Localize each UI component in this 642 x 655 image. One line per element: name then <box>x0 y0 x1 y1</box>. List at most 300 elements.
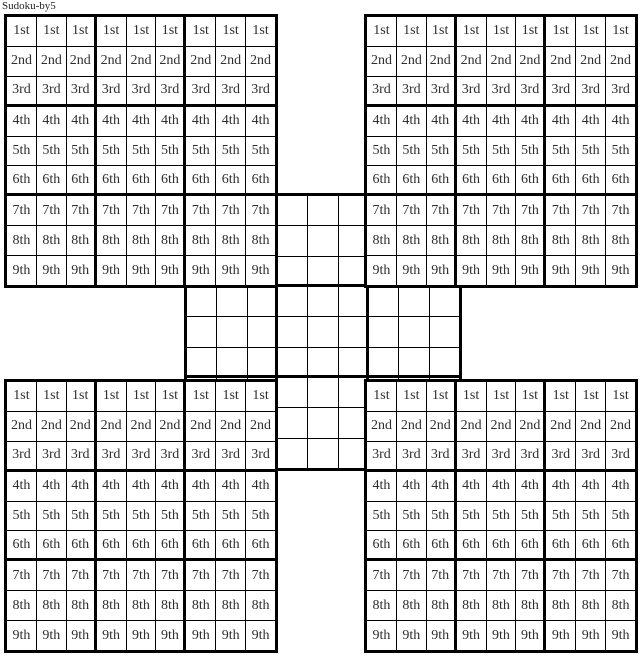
top-left-grid-cell-r9-c2: 9th <box>37 256 66 285</box>
bottom-right-grid-cell-r1-c3: 1st <box>427 382 456 411</box>
page-title: Sudoku-by5 <box>2 0 56 12</box>
top-right-grid-cell-r3-c7: 3rd <box>546 77 575 106</box>
bottom-left-grid-cell-r2-c6: 2nd <box>156 412 185 441</box>
top-right-grid-cell-r9-c3: 9th <box>427 256 456 285</box>
bottom-left-grid-cell-r5-c1: 5th <box>7 502 36 531</box>
top-right-grid-cell-r4-c5: 4th <box>487 107 516 136</box>
top-right-grid-cell-r2-c4: 2nd <box>457 47 486 76</box>
top-left-grid-cell-r6-c2: 6th <box>37 166 66 195</box>
top-left-grid-cell-r1-c3: 1st <box>67 17 96 46</box>
bottom-left-grid-cell-r6-c3: 6th <box>67 531 96 560</box>
top-right-grid-cell-r4-c4: 4th <box>457 107 486 136</box>
top-right-grid-cell-r6-c5: 6th <box>487 166 516 195</box>
bottom-left-grid-cell-r1-c6: 1st <box>156 382 185 411</box>
top-right-grid-cell-r7-c9: 7th <box>606 196 635 225</box>
bottom-left-grid-cell-r4-c1: 4th <box>7 472 36 501</box>
top-right-grid-cell-r8-c1: 8th <box>367 226 396 255</box>
bottom-right-grid-cell-r2-c2: 2nd <box>397 412 426 441</box>
bottom-left-grid-cell-r3-c6: 3rd <box>156 442 185 471</box>
bottom-right-grid-cell-r3-c8: 3rd <box>576 442 605 471</box>
bottom-right-grid-cell-r2-c1: 2nd <box>367 412 396 441</box>
bottom-right-grid-cell-r4-c6: 4th <box>516 472 545 501</box>
top-right-grid-cell-r4-c9: 4th <box>606 107 635 136</box>
bottom-left-grid-cell-r7-c3: 7th <box>67 561 96 590</box>
top-right-grid-cell-r1-c4: 1st <box>457 17 486 46</box>
top-left-grid-cell-r3-c2: 3rd <box>37 77 66 106</box>
bottom-right-grid-cell-r1-c1: 1st <box>367 382 396 411</box>
center-grid-cell-r8-c5 <box>308 408 337 437</box>
top-left-grid-cell-r4-c7: 4th <box>186 107 215 136</box>
bottom-right-grid-cell-r6-c7: 6th <box>546 531 575 560</box>
top-right-grid-cell-r9-c2: 9th <box>397 256 426 285</box>
top-left-grid-cell-r1-c2: 1st <box>37 17 66 46</box>
top-left-grid-cell-r3-c5: 3rd <box>127 77 156 106</box>
bottom-left-grid-cell-r1-c8: 1st <box>216 382 245 411</box>
bottom-right-grid-cell-r7-c2: 7th <box>397 561 426 590</box>
top-left-grid-cell-r2-c6: 2nd <box>156 47 185 76</box>
top-left-grid-cell-r2-c5: 2nd <box>127 47 156 76</box>
top-left-grid-cell-r6-c1: 6th <box>7 166 36 195</box>
bottom-left-grid-cell-r7-c2: 7th <box>37 561 66 590</box>
center-grid-cell-r8-c4 <box>278 408 307 437</box>
top-right-grid-cell-r6-c1: 6th <box>367 166 396 195</box>
top-left-grid-cell-r1-c5: 1st <box>127 17 156 46</box>
bottom-left-grid-cell-r8-c6: 8th <box>156 591 185 620</box>
bottom-right-grid-cell-r3-c9: 3rd <box>606 442 635 471</box>
top-right-grid-cell-r4-c2: 4th <box>397 107 426 136</box>
bottom-left-grid-cell-r4-c4: 4th <box>97 472 126 501</box>
bottom-right-grid-cell-r9-c3: 9th <box>427 621 456 650</box>
center-grid-cell-r1-c4 <box>278 196 307 225</box>
bottom-right-grid-cell-r5-c8: 5th <box>576 502 605 531</box>
bottom-right-grid-cell-r1-c9: 1st <box>606 382 635 411</box>
top-right-grid-cell-r8-c5: 8th <box>487 226 516 255</box>
center-grid-cell-r4-c7 <box>369 287 398 316</box>
top-right-grid-cell-r8-c4: 8th <box>457 226 486 255</box>
bottom-right-grid-cell-r4-c1: 4th <box>367 472 396 501</box>
center-grid-cell-r7-c5 <box>308 378 337 407</box>
center-grid-cell-r6-c4 <box>278 348 307 377</box>
top-left-grid-cell-r5-c2: 5th <box>37 137 66 166</box>
top-left-grid-cell-r5-c7: 5th <box>186 137 215 166</box>
bottom-left-grid <box>4 379 278 653</box>
bottom-left-grid-cell-r2-c4: 2nd <box>97 412 126 441</box>
bottom-right-grid-cell-r5-c3: 5th <box>427 502 456 531</box>
center-grid-cell-r2-c5 <box>308 226 337 255</box>
top-left-grid-cell-r9-c5: 9th <box>127 256 156 285</box>
bottom-right-grid-cell-r2-c6: 2nd <box>516 412 545 441</box>
bottom-right-grid-cell-r2-c8: 2nd <box>576 412 605 441</box>
bottom-right-grid-cell-r8-c1: 8th <box>367 591 396 620</box>
bottom-right-grid-cell-r5-c1: 5th <box>367 502 396 531</box>
top-left-grid-cell-r1-c8: 1st <box>216 17 245 46</box>
top-left-grid-cell-r9-c9: 9th <box>246 256 275 285</box>
top-left-grid-cell-r4-c3: 4th <box>67 107 96 136</box>
top-left-grid-cell-r5-c1: 5th <box>7 137 36 166</box>
bottom-left-grid-cell-r2-c8: 2nd <box>216 412 245 441</box>
bottom-left-grid-cell-r3-c3: 3rd <box>67 442 96 471</box>
top-right-grid-cell-r3-c2: 3rd <box>397 77 426 106</box>
bottom-left-grid-cell-r5-c8: 5th <box>216 502 245 531</box>
center-grid-cell-r5-c7 <box>369 317 398 346</box>
top-right-grid-cell-r9-c8: 9th <box>576 256 605 285</box>
bottom-left-grid-cell-r9-c2: 9th <box>37 621 66 650</box>
center-grid-cell-r3-c5 <box>308 257 337 286</box>
top-right-grid-cell-r5-c6: 5th <box>516 137 545 166</box>
bottom-left-grid-cell-r3-c8: 3rd <box>216 442 245 471</box>
bottom-right-grid-cell-r6-c2: 6th <box>397 531 426 560</box>
bottom-left-grid-cell-r6-c2: 6th <box>37 531 66 560</box>
top-left-grid-cell-r8-c7: 8th <box>186 226 215 255</box>
top-right-grid-cell-r6-c3: 6th <box>427 166 456 195</box>
top-right-grid-cell-r4-c3: 4th <box>427 107 456 136</box>
top-left-grid-cell-r4-c1: 4th <box>7 107 36 136</box>
center-grid-cell-r6-c8 <box>399 348 428 377</box>
top-right-grid-cell-r3-c9: 3rd <box>606 77 635 106</box>
bottom-left-grid-cell-r1-c3: 1st <box>67 382 96 411</box>
top-right-grid-cell-r7-c3: 7th <box>427 196 456 225</box>
top-right-grid-cell-r3-c3: 3rd <box>427 77 456 106</box>
top-right-grid-cell-r5-c5: 5th <box>487 137 516 166</box>
bottom-right-grid-cell-r6-c1: 6th <box>367 531 396 560</box>
center-grid-cell-r4-c2 <box>217 287 246 316</box>
bottom-right-grid-cell-r2-c3: 2nd <box>427 412 456 441</box>
center-grid-cell-r6-c2 <box>217 348 246 377</box>
top-right-grid-cell-r9-c6: 9th <box>516 256 545 285</box>
top-right-grid-cell-r8-c3: 8th <box>427 226 456 255</box>
top-right-grid-cell-r5-c9: 5th <box>606 137 635 166</box>
center-grid-cell-r4-c3 <box>248 287 277 316</box>
bottom-right-grid-cell-r6-c3: 6th <box>427 531 456 560</box>
top-right-grid-cell-r1-c1: 1st <box>367 17 396 46</box>
bottom-left-grid-cell-r1-c2: 1st <box>37 382 66 411</box>
top-right-grid-cell-r5-c3: 5th <box>427 137 456 166</box>
top-left-grid-cell-r8-c3: 8th <box>67 226 96 255</box>
top-left-grid-cell-r7-c4: 7th <box>97 196 126 225</box>
top-left-grid-cell-r9-c8: 9th <box>216 256 245 285</box>
bottom-right-grid-cell-r3-c6: 3rd <box>516 442 545 471</box>
bottom-right-grid-cell-r8-c3: 8th <box>427 591 456 620</box>
bottom-right-grid-cell-r3-c2: 3rd <box>397 442 426 471</box>
top-right-grid-cell-r5-c1: 5th <box>367 137 396 166</box>
center-grid-cell-r6-c5 <box>308 348 337 377</box>
top-left-grid-cell-r3-c6: 3rd <box>156 77 185 106</box>
top-left-grid-cell-r1-c1: 1st <box>7 17 36 46</box>
bottom-right-grid-cell-r2-c9: 2nd <box>606 412 635 441</box>
bottom-right-grid-cell-r5-c6: 5th <box>516 502 545 531</box>
top-left-grid-cell-r1-c6: 1st <box>156 17 185 46</box>
top-left-grid-cell-r9-c1: 9th <box>7 256 36 285</box>
top-left-grid-cell-r8-c5: 8th <box>127 226 156 255</box>
top-right-grid-cell-r9-c7: 9th <box>546 256 575 285</box>
bottom-right-grid-cell-r4-c3: 4th <box>427 472 456 501</box>
center-grid-cell-r4-c5 <box>308 287 337 316</box>
top-left-grid-cell-r4-c9: 4th <box>246 107 275 136</box>
bottom-right-grid-cell-r2-c5: 2nd <box>487 412 516 441</box>
bottom-right-grid-cell-r9-c5: 9th <box>487 621 516 650</box>
center-grid-cell-r4-c8 <box>399 287 428 316</box>
bottom-left-grid-cell-r1-c4: 1st <box>97 382 126 411</box>
bottom-left-grid-cell-r2-c7: 2nd <box>186 412 215 441</box>
top-right-grid-cell-r2-c3: 2nd <box>427 47 456 76</box>
bottom-left-grid-cell-r8-c7: 8th <box>186 591 215 620</box>
bottom-left-grid-cell-r3-c7: 3rd <box>186 442 215 471</box>
bottom-right-grid-cell-r7-c3: 7th <box>427 561 456 590</box>
bottom-left-grid-cell-r3-c1: 3rd <box>7 442 36 471</box>
center-grid-cell-r5-c8 <box>399 317 428 346</box>
top-left-grid-cell-r8-c6: 8th <box>156 226 185 255</box>
bottom-left-grid-cell-r9-c1: 9th <box>7 621 36 650</box>
bottom-left-grid-cell-r7-c4: 7th <box>97 561 126 590</box>
top-right-grid-cell-r4-c7: 4th <box>546 107 575 136</box>
top-left-grid-cell-r7-c7: 7th <box>186 196 215 225</box>
bottom-left-grid-cell-r6-c7: 6th <box>186 531 215 560</box>
bottom-left-grid-cell-r8-c5: 8th <box>127 591 156 620</box>
top-left-grid-cell-r6-c8: 6th <box>216 166 245 195</box>
top-left-grid <box>4 14 278 288</box>
bottom-right-grid-cell-r9-c4: 9th <box>457 621 486 650</box>
top-left-grid-cell-r2-c2: 2nd <box>37 47 66 76</box>
bottom-right-grid-cell-r8-c2: 8th <box>397 591 426 620</box>
top-right-grid-cell-r1-c5: 1st <box>487 17 516 46</box>
bottom-left-grid-cell-r7-c5: 7th <box>127 561 156 590</box>
center-grid-cell-r6-c6 <box>339 348 368 377</box>
bottom-right-grid-cell-r6-c4: 6th <box>457 531 486 560</box>
bottom-left-grid-cell-r5-c4: 5th <box>97 502 126 531</box>
bottom-left-grid-cell-r5-c3: 5th <box>67 502 96 531</box>
top-right-grid-cell-r7-c7: 7th <box>546 196 575 225</box>
bottom-left-grid-cell-r8-c8: 8th <box>216 591 245 620</box>
top-right-grid-cell-r2-c7: 2nd <box>546 47 575 76</box>
top-right-grid-cell-r8-c7: 8th <box>546 226 575 255</box>
bottom-right-grid-cell-r3-c1: 3rd <box>367 442 396 471</box>
top-left-grid-cell-r7-c3: 7th <box>67 196 96 225</box>
bottom-left-grid-cell-r6-c4: 6th <box>97 531 126 560</box>
bottom-left-grid-cell-r6-c9: 6th <box>246 531 275 560</box>
top-right-grid-cell-r6-c7: 6th <box>546 166 575 195</box>
center-grid-cell-r7-c4 <box>278 378 307 407</box>
center-grid-cell-r4-c4 <box>278 287 307 316</box>
bottom-right-grid-cell-r5-c4: 5th <box>457 502 486 531</box>
bottom-right-grid-cell-r8-c8: 8th <box>576 591 605 620</box>
bottom-left-grid-cell-r7-c1: 7th <box>7 561 36 590</box>
top-left-grid-cell-r9-c4: 9th <box>97 256 126 285</box>
top-left-grid-cell-r1-c9: 1st <box>246 17 275 46</box>
top-left-grid-cell-r7-c2: 7th <box>37 196 66 225</box>
bottom-right-grid-cell-r5-c5: 5th <box>487 502 516 531</box>
top-right-grid-cell-r2-c2: 2nd <box>397 47 426 76</box>
top-right-grid-cell-r2-c8: 2nd <box>576 47 605 76</box>
top-left-grid-cell-r7-c5: 7th <box>127 196 156 225</box>
top-right-grid-cell-r3-c6: 3rd <box>516 77 545 106</box>
top-left-grid-cell-r2-c4: 2nd <box>97 47 126 76</box>
bottom-left-grid-cell-r6-c1: 6th <box>7 531 36 560</box>
top-left-grid-cell-r5-c6: 5th <box>156 137 185 166</box>
top-left-grid-cell-r2-c7: 2nd <box>186 47 215 76</box>
bottom-left-grid-cell-r9-c4: 9th <box>97 621 126 650</box>
top-left-grid-cell-r6-c4: 6th <box>97 166 126 195</box>
bottom-right-grid-cell-r9-c2: 9th <box>397 621 426 650</box>
center-grid-cell-r6-c3 <box>248 348 277 377</box>
top-left-grid-cell-r5-c9: 5th <box>246 137 275 166</box>
top-left-grid-cell-r6-c6: 6th <box>156 166 185 195</box>
top-right-grid-cell-r4-c6: 4th <box>516 107 545 136</box>
bottom-right-grid-cell-r3-c7: 3rd <box>546 442 575 471</box>
bottom-left-grid-cell-r2-c5: 2nd <box>127 412 156 441</box>
bottom-right-grid-cell-r3-c3: 3rd <box>427 442 456 471</box>
top-left-grid-cell-r8-c8: 8th <box>216 226 245 255</box>
center-grid-cell-r9-c4 <box>278 439 307 468</box>
bottom-right-grid-cell-r9-c7: 9th <box>546 621 575 650</box>
center-grid-cell-r1-c5 <box>308 196 337 225</box>
top-right-grid-cell-r1-c9: 1st <box>606 17 635 46</box>
top-left-grid-cell-r4-c6: 4th <box>156 107 185 136</box>
bottom-right-grid-cell-r4-c2: 4th <box>397 472 426 501</box>
top-right-grid-cell-r9-c4: 9th <box>457 256 486 285</box>
bottom-right-grid-cell-r1-c6: 1st <box>516 382 545 411</box>
top-right-grid-cell-r3-c5: 3rd <box>487 77 516 106</box>
top-left-grid-cell-r2-c9: 2nd <box>246 47 275 76</box>
top-left-grid-cell-r2-c3: 2nd <box>67 47 96 76</box>
bottom-right-grid-cell-r5-c7: 5th <box>546 502 575 531</box>
bottom-left-grid-cell-r7-c9: 7th <box>246 561 275 590</box>
bottom-left-grid-cell-r3-c2: 3rd <box>37 442 66 471</box>
center-grid-cell-r4-c1 <box>187 287 216 316</box>
bottom-left-grid-cell-r8-c4: 8th <box>97 591 126 620</box>
top-right-grid-cell-r2-c9: 2nd <box>606 47 635 76</box>
top-right-grid-cell-r5-c7: 5th <box>546 137 575 166</box>
bottom-left-grid-cell-r5-c9: 5th <box>246 502 275 531</box>
top-left-grid-cell-r1-c4: 1st <box>97 17 126 46</box>
top-left-grid-cell-r7-c8: 7th <box>216 196 245 225</box>
bottom-left-grid-cell-r1-c5: 1st <box>127 382 156 411</box>
top-left-grid-cell-r4-c8: 4th <box>216 107 245 136</box>
bottom-right-grid-cell-r4-c5: 4th <box>487 472 516 501</box>
bottom-right-grid-cell-r7-c6: 7th <box>516 561 545 590</box>
bottom-right-grid-cell-r3-c4: 3rd <box>457 442 486 471</box>
top-right-grid-cell-r8-c2: 8th <box>397 226 426 255</box>
bottom-left-grid-cell-r7-c7: 7th <box>186 561 215 590</box>
bottom-left-grid-cell-r3-c9: 3rd <box>246 442 275 471</box>
top-right-grid-cell-r8-c8: 8th <box>576 226 605 255</box>
bottom-right-grid-cell-r5-c2: 5th <box>397 502 426 531</box>
bottom-left-grid-cell-r8-c9: 8th <box>246 591 275 620</box>
top-left-grid-cell-r3-c8: 3rd <box>216 77 245 106</box>
top-right-grid-cell-r8-c6: 8th <box>516 226 545 255</box>
top-right-grid-cell-r3-c4: 3rd <box>457 77 486 106</box>
bottom-right-grid-cell-r6-c5: 6th <box>487 531 516 560</box>
top-right-grid-cell-r6-c9: 6th <box>606 166 635 195</box>
top-left-grid-cell-r3-c7: 3rd <box>186 77 215 106</box>
top-right-grid-cell-r5-c2: 5th <box>397 137 426 166</box>
center-grid-cell-r5-c5 <box>308 317 337 346</box>
top-right-grid-cell-r4-c8: 4th <box>576 107 605 136</box>
bottom-left-grid-cell-r4-c9: 4th <box>246 472 275 501</box>
bottom-left-grid-cell-r2-c9: 2nd <box>246 412 275 441</box>
bottom-right-grid-cell-r7-c4: 7th <box>457 561 486 590</box>
top-left-grid-cell-r7-c9: 7th <box>246 196 275 225</box>
bottom-left-grid-cell-r1-c9: 1st <box>246 382 275 411</box>
bottom-right-grid-cell-r7-c7: 7th <box>546 561 575 590</box>
top-left-grid-cell-r2-c1: 2nd <box>7 47 36 76</box>
top-right-grid-cell-r5-c8: 5th <box>576 137 605 166</box>
bottom-right-grid-cell-r3-c5: 3rd <box>487 442 516 471</box>
top-left-grid-cell-r9-c3: 9th <box>67 256 96 285</box>
bottom-left-grid-cell-r9-c9: 9th <box>246 621 275 650</box>
top-right-grid-cell-r1-c8: 1st <box>576 17 605 46</box>
center-grid-cell-r9-c5 <box>308 439 337 468</box>
top-right-grid-cell-r2-c1: 2nd <box>367 47 396 76</box>
top-left-grid-cell-r6-c5: 6th <box>127 166 156 195</box>
bottom-left-grid-cell-r7-c8: 7th <box>216 561 245 590</box>
bottom-right-grid-cell-r1-c2: 1st <box>397 382 426 411</box>
top-right-grid-cell-r2-c6: 2nd <box>516 47 545 76</box>
bottom-right-grid-cell-r4-c7: 4th <box>546 472 575 501</box>
bottom-left-grid-cell-r9-c3: 9th <box>67 621 96 650</box>
top-right-grid-cell-r1-c2: 1st <box>397 17 426 46</box>
top-right-grid-cell-r6-c8: 6th <box>576 166 605 195</box>
bottom-left-grid-cell-r4-c2: 4th <box>37 472 66 501</box>
bottom-right-grid-cell-r7-c8: 7th <box>576 561 605 590</box>
bottom-right-grid <box>364 379 638 653</box>
bottom-right-grid-cell-r9-c1: 9th <box>367 621 396 650</box>
top-right-grid-cell-r6-c4: 6th <box>457 166 486 195</box>
bottom-left-grid-cell-r4-c6: 4th <box>156 472 185 501</box>
center-grid-cell-r4-c9 <box>430 287 459 316</box>
center-grid-cell-r4-c6 <box>339 287 368 316</box>
top-left-grid-cell-r2-c8: 2nd <box>216 47 245 76</box>
center-grid-cell-r6-c7 <box>369 348 398 377</box>
center-grid-cell-r5-c4 <box>278 317 307 346</box>
bottom-left-grid-cell-r6-c8: 6th <box>216 531 245 560</box>
bottom-left-grid-cell-r1-c7: 1st <box>186 382 215 411</box>
bottom-right-grid-cell-r2-c7: 2nd <box>546 412 575 441</box>
bottom-right-grid-cell-r6-c9: 6th <box>606 531 635 560</box>
top-left-grid-cell-r5-c3: 5th <box>67 137 96 166</box>
top-right-grid-cell-r4-c1: 4th <box>367 107 396 136</box>
top-right-grid-cell-r7-c6: 7th <box>516 196 545 225</box>
bottom-right-grid-cell-r6-c8: 6th <box>576 531 605 560</box>
bottom-right-grid-cell-r8-c9: 8th <box>606 591 635 620</box>
center-grid-cell-r3-c4 <box>278 257 307 286</box>
bottom-right-grid-cell-r1-c7: 1st <box>546 382 575 411</box>
bottom-right-grid-cell-r8-c4: 8th <box>457 591 486 620</box>
bottom-right-grid-cell-r7-c5: 7th <box>487 561 516 590</box>
top-right-grid-cell-r3-c1: 3rd <box>367 77 396 106</box>
bottom-left-grid-cell-r4-c8: 4th <box>216 472 245 501</box>
bottom-left-grid-cell-r9-c8: 9th <box>216 621 245 650</box>
bottom-left-grid-cell-r3-c5: 3rd <box>127 442 156 471</box>
bottom-left-grid-cell-r9-c5: 9th <box>127 621 156 650</box>
top-right-grid-cell-r1-c7: 1st <box>546 17 575 46</box>
bottom-left-grid-cell-r9-c7: 9th <box>186 621 215 650</box>
top-left-grid-cell-r5-c5: 5th <box>127 137 156 166</box>
top-right-grid-cell-r7-c5: 7th <box>487 196 516 225</box>
bottom-left-grid-cell-r6-c5: 6th <box>127 531 156 560</box>
top-right-grid-cell-r9-c1: 9th <box>367 256 396 285</box>
bottom-left-grid-cell-r7-c6: 7th <box>156 561 185 590</box>
bottom-right-grid-cell-r8-c5: 8th <box>487 591 516 620</box>
bottom-left-grid-cell-r4-c5: 4th <box>127 472 156 501</box>
top-right-grid-cell-r6-c6: 6th <box>516 166 545 195</box>
top-left-grid-cell-r3-c3: 3rd <box>67 77 96 106</box>
bottom-left-grid-cell-r2-c1: 2nd <box>7 412 36 441</box>
bottom-left-grid-cell-r9-c6: 9th <box>156 621 185 650</box>
top-left-grid-cell-r8-c4: 8th <box>97 226 126 255</box>
center-grid-cell-r5-c6 <box>339 317 368 346</box>
bottom-left-grid-cell-r8-c3: 8th <box>67 591 96 620</box>
bottom-right-grid-cell-r7-c9: 7th <box>606 561 635 590</box>
